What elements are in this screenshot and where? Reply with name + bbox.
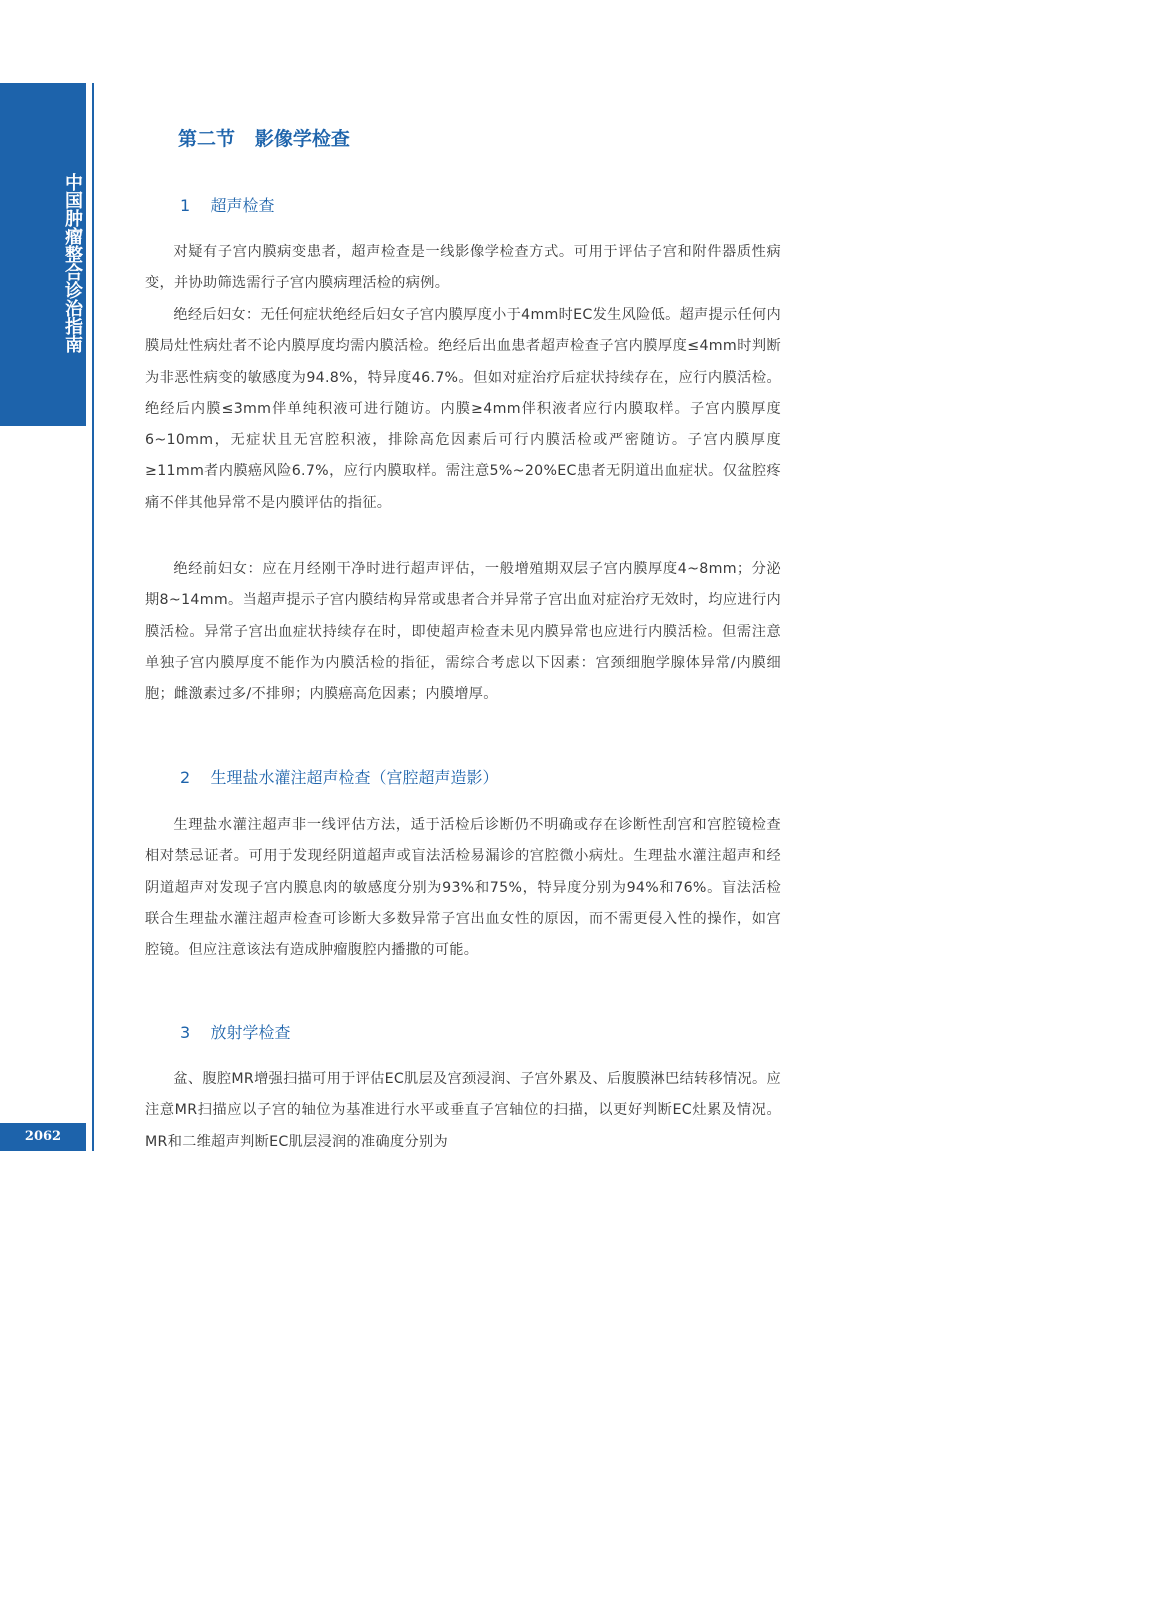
paragraph: 生理盐水灌注超声非一线评估方法，适于活检后诊断仍不明确或存在诊断性刮宫和宫腔镜检查相对禁忌证者。可用于发现经阴道超声或盲法活检易漏诊的宫腔微小病灶。生理盐水灌注超声和经阴道超声对发现子宫内膜息肉的敏感度分别为93%和75%，特异度分别为94%和76%。盲法活检联合生理盐水灌注超声检查可诊断大多数异常子宫出血女性的原因，而不需更侵入性的操作，如宫腔镜。但应注意该法有造成肿瘤腹腔内播撒的可能。: [145, 817, 781, 959]
subsection-title-radiology: 3 放射学检查: [180, 1023, 291, 1042]
margin-rule: [92, 83, 94, 1151]
section-title: 第二节 影像学检查: [178, 128, 350, 150]
side-tab-title: 中国肿瘤整合诊治指南: [62, 173, 83, 353]
page-number: 2062: [0, 1123, 86, 1151]
side-tab: [0, 83, 86, 426]
paragraph: 绝经前妇女：应在月经刚干净时进行超声评估，一般增殖期双层子宫内膜厚度4~8mm；分泌期8~14mm。当超声提示子宫内膜结构异常或患者合并异常子宫出血对症治疗无效时，均应进行内膜活检。异常子宫出血症状持续存在时，即使超声检查未见内膜异常也应进行内膜活检。但需注意单独子宫内膜厚度不能作为内膜活检的指征，需综合考虑以下因素：宫颈细胞学腺体异常/内膜细胞；雌激素过多/不排卵；内膜癌高危因素；内膜增厚。: [145, 561, 781, 703]
paragraph: 盆、腹腔MR增强扫描可用于评估EC肌层及宫颈浸润、子宫外累及、后腹膜淋巴结转移情况。应注意MR扫描应以子宫的轴位为基准进行水平或垂直子宫轴位的扫描，以更好判断EC灶累及情况。MR和二维超声判断EC肌层浸润的准确度分别为: [145, 1071, 781, 1150]
subsection-title-saline-ultrasound: 2 生理盐水灌注超声检查（宫腔超声造影）: [180, 768, 499, 787]
subsection-title-ultrasound: 1 超声检查: [180, 196, 275, 215]
paragraph: 对疑有子宫内膜病变患者，超声检查是一线影像学检查方式。可用于评估子宫和附件器质性病变，并协助筛选需行子宫内膜病理活检的病例。: [145, 244, 781, 292]
paragraph: 绝经后妇女：无任何症状绝经后妇女子宫内膜厚度小于4mm时EC发生风险低。超声提示任何内膜局灶性病灶者不论内膜厚度均需内膜活检。绝经后出血患者超声检查子宫内膜厚度≤4mm时判断为非恶性病变的敏感度为94.8%，特异度46.7%。但如对症治疗后症状持续存在，应行内膜活检。绝经后内膜≤3mm伴单纯积液可进行随访。内膜≥4mm伴积液者应行内膜取样。子宫内膜厚度6~10mm，无症状且无宫腔积液，排除高危因素后可行内膜活检或严密随访。子宫内膜厚度≥11mm者内膜癌风险6.7%，应行内膜取样。需注意5%~20%EC患者无阴道出血症状。仅盆腔疼痛不伴其他异常不是内膜评估的指征。: [145, 307, 781, 511]
